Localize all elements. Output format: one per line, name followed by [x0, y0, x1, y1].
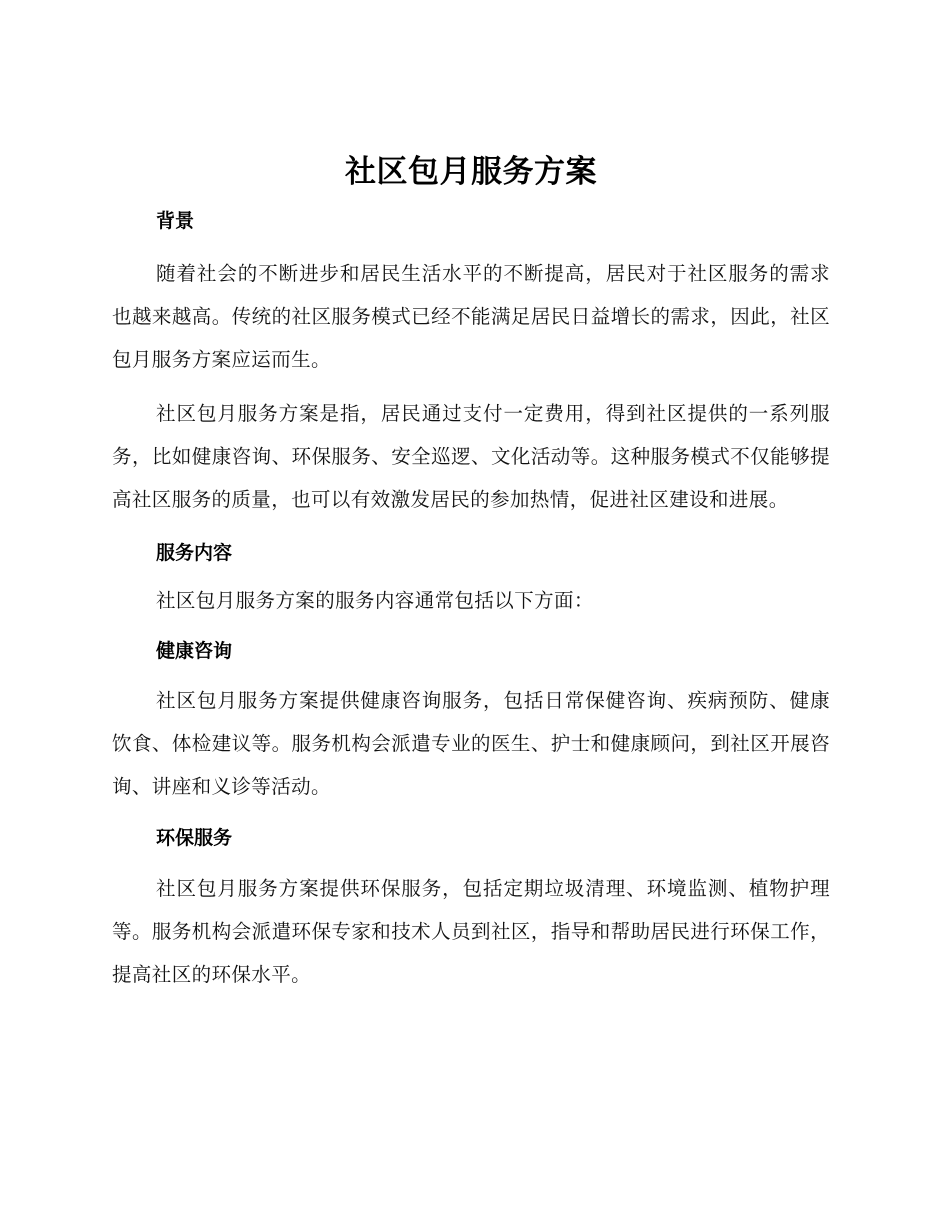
environmental-service-paragraph: 社区包月服务方案提供环保服务，包括定期垃圾清理、环境监测、植物护理等。服务机构会派遣环保专家和技术人员到社区，指导和帮助居民进行环保工作，提高社区的环保水平。	[112, 877, 830, 986]
background-paragraph-1: 随着社会的不断进步和居民生活水平的不断提高，居民对于社区服务的需求也越来越高。传统的社区服务模式已经不能满足居民日益增长的需求，因此，社区包月服务方案应运而生。	[112, 262, 830, 371]
section-heading-health-consulting: 健康咨询	[156, 640, 233, 662]
document-body	[112, 150, 830, 996]
section-heading-service-content: 服务内容	[156, 542, 233, 564]
background-paragraph-2: 社区包月服务方案是指，居民通过支付一定费用，得到社区提供的一系列服务，比如健康咨询、环保服务、安全巡逻、文化活动等。这种服务模式不仅能够提高社区服务的质量，也可以有效激发居民的参加热情，促进社区建设和进展。	[112, 402, 830, 511]
section-heading-background: 背景	[156, 210, 195, 232]
document-title: 社区包月服务方案	[345, 154, 597, 190]
section-heading-environmental-service: 环保服务	[156, 827, 233, 849]
health-consulting-paragraph: 社区包月服务方案提供健康咨询服务，包括日常保健咨询、疾病预防、健康饮食、体检建议等。服务机构会派遣专业的医生、护士和健康顾问，到社区开展咨询、讲座和义诊等活动。	[112, 689, 830, 798]
service-content-paragraph: 社区包月服务方案的服务内容通常包括以下方面：	[156, 589, 594, 612]
